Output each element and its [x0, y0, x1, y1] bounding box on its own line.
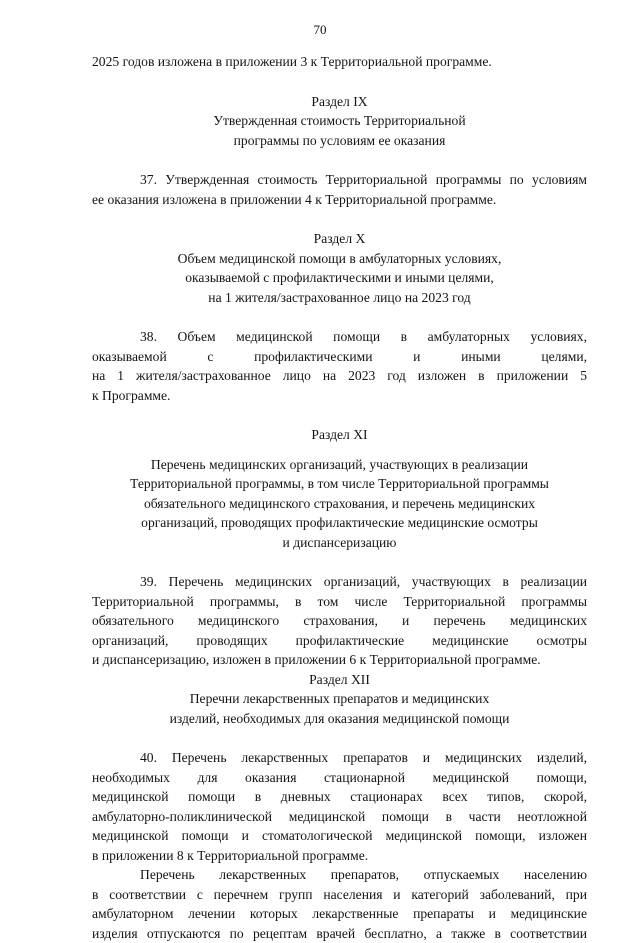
- paragraph-40-line: медицинской помощи и стоматологической медицинской помощи, изложен: [92, 826, 587, 846]
- paragraph-41-line: Перечень лекарственных препаратов, отпускаемых населению: [92, 865, 587, 885]
- section-title: обязательного медицинского страхования, и перечень медицинских: [92, 494, 587, 514]
- section-title: программы по условиям ее оказания: [92, 131, 587, 151]
- section-title: оказываемой с профилактическими и иными целями,: [92, 268, 587, 288]
- paragraph-38-line: 38. Объем медицинской помощи в амбулаторных условиях,: [92, 327, 587, 347]
- paragraph-40-line: медицинской помощи в дневных стационарах всех типов, скорой,: [92, 787, 587, 807]
- paragraph-39-line: 39. Перечень медицинских организаций, участвующих в реализации: [92, 572, 587, 592]
- paragraph-41-line: амбулаторном лечении которых лекарственные препараты и медицинские: [92, 904, 587, 924]
- section-title: Перечни лекарственных препаратов и медицинских: [92, 689, 587, 709]
- section-heading: Раздел XII: [92, 670, 587, 690]
- section-title: Перечень медицинских организаций, участвующих в реализации: [92, 455, 587, 475]
- section-title: Территориальной программы, в том числе Территориальной программы: [92, 474, 587, 494]
- paragraph-40-line: необходимых для оказания стационарной медицинской помощи,: [92, 768, 587, 788]
- document-body: [92, 52, 587, 943]
- paragraph-41-line: изделия отпускаются по рецептам врачей бесплатно, а также в соответствии: [92, 924, 587, 943]
- paragraph-40-line: амбулаторно-поликлинической медицинской помощи в части неотложной: [92, 807, 587, 827]
- text-line: 2025 годов изложена в приложении 3 к Территориальной программе.: [92, 52, 587, 72]
- paragraph-39-line: обязательного медицинского страхования, и перечень медицинских: [92, 611, 587, 631]
- paragraph-39-line: и диспансеризацию, изложен в приложении 6 к Территориальной программе.: [92, 650, 587, 670]
- paragraph-41-line: в соответствии с перечнем групп населения и категорий заболеваний, при: [92, 885, 587, 905]
- paragraph-38-line: к Программе.: [92, 386, 587, 406]
- paragraph-40-line: в приложении 8 к Территориальной программе.: [92, 846, 587, 866]
- section-heading: Раздел XI: [92, 425, 587, 445]
- section-title: на 1 жителя/застрахованное лицо на 2023 год: [92, 288, 587, 308]
- paragraph-38-line: оказываемой с профилактическими и иными целями,: [92, 347, 587, 367]
- section-title: организаций, проводящих профилактические медицинские осмотры: [92, 513, 587, 533]
- section-title: Утвержденная стоимость Территориальной: [92, 111, 587, 131]
- section-title: изделий, необходимых для оказания медицинской помощи: [92, 709, 587, 729]
- section-heading: Раздел X: [92, 229, 587, 249]
- paragraph-37-line: ее оказания изложена в приложении 4 к Территориальной программе.: [92, 190, 587, 210]
- paragraph-37-line: 37. Утвержденная стоимость Территориальной программы по условиям: [92, 170, 587, 190]
- page-number: 70: [0, 22, 640, 38]
- section-title: и диспансеризацию: [92, 533, 587, 553]
- paragraph-40-line: 40. Перечень лекарственных препаратов и медицинских изделий,: [92, 748, 587, 768]
- section-heading: Раздел IX: [92, 92, 587, 112]
- paragraph-39-line: организаций, проводящих профилактические медицинские осмотры: [92, 631, 587, 651]
- section-title: Объем медицинской помощи в амбулаторных условиях,: [92, 249, 587, 269]
- paragraph-39-line: Территориальной программы, в том числе Территориальной программы: [92, 592, 587, 612]
- paragraph-38-line: на 1 жителя/застрахованное лицо на 2023 год изложен в приложении 5: [92, 366, 587, 386]
